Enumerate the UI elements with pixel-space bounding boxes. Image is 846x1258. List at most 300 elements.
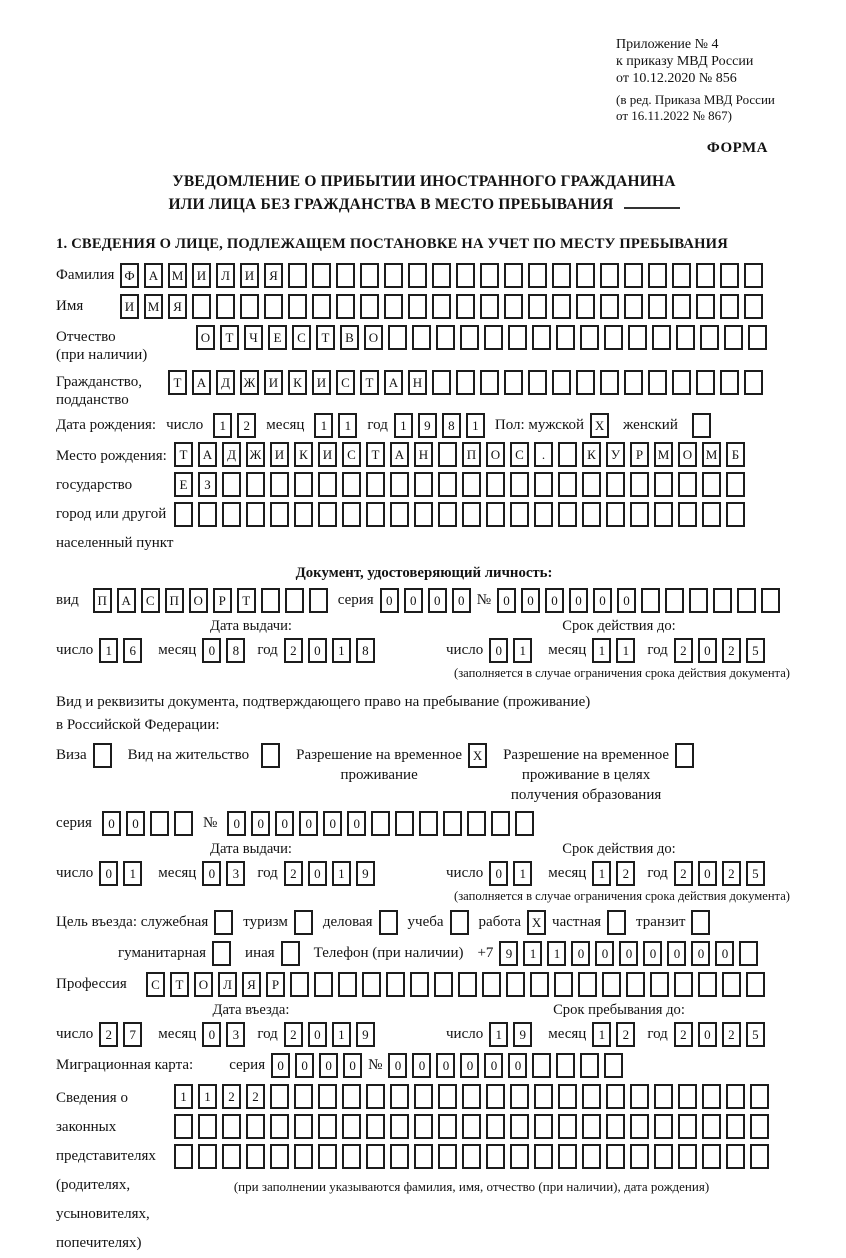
cell-box[interactable]: 2	[674, 861, 693, 886]
cell-box[interactable]	[438, 1114, 457, 1139]
cell-box[interactable]	[606, 1144, 625, 1169]
cell-box[interactable]	[414, 1084, 433, 1109]
cell-box[interactable]	[486, 472, 505, 497]
cell-box[interactable]	[174, 811, 193, 836]
cell-box[interactable]	[342, 502, 361, 527]
cell-box[interactable]: К	[288, 370, 307, 395]
cell-box[interactable]: 0	[271, 1053, 290, 1078]
cell-box[interactable]	[678, 1144, 697, 1169]
cell-box[interactable]	[222, 502, 241, 527]
cell-box[interactable]	[558, 442, 577, 467]
cell-box[interactable]	[508, 325, 527, 350]
cell-box[interactable]	[192, 294, 211, 319]
cell-box[interactable]	[698, 972, 717, 997]
cell-box[interactable]	[534, 502, 553, 527]
cell-box[interactable]	[558, 1144, 577, 1169]
cell-box[interactable]	[726, 1084, 745, 1109]
cell-box[interactable]	[678, 502, 697, 527]
cell-box[interactable]	[390, 472, 409, 497]
cell-box[interactable]	[246, 1144, 265, 1169]
cell-box[interactable]	[678, 1114, 697, 1139]
cell-box[interactable]: 0	[617, 588, 636, 613]
cell-box[interactable]	[750, 1114, 769, 1139]
cell-box[interactable]	[607, 910, 626, 935]
cell-box[interactable]	[294, 502, 313, 527]
cell-box[interactable]: 0	[202, 861, 221, 886]
cell-box[interactable]: И	[240, 263, 259, 288]
cell-box[interactable]	[414, 472, 433, 497]
cell-box[interactable]: 0	[404, 588, 423, 613]
cell-box[interactable]: 0	[308, 861, 327, 886]
cell-box[interactable]	[582, 472, 601, 497]
cell-box[interactable]: 1	[332, 638, 351, 663]
cell-box[interactable]: 0	[99, 861, 118, 886]
cell-box[interactable]	[309, 588, 328, 613]
cell-box[interactable]	[288, 263, 307, 288]
cell-box[interactable]	[702, 472, 721, 497]
cell-box[interactable]	[696, 370, 715, 395]
cell-box[interactable]: 0	[571, 941, 590, 966]
cell-box[interactable]: 0	[667, 941, 686, 966]
cell-box[interactable]: И	[270, 442, 289, 467]
cell-box[interactable]	[648, 263, 667, 288]
cell-box[interactable]	[222, 1114, 241, 1139]
cell-box[interactable]: М	[654, 442, 673, 467]
cell-box[interactable]	[576, 370, 595, 395]
cell-box[interactable]	[556, 325, 575, 350]
cell-box[interactable]	[294, 910, 313, 935]
cell-box[interactable]	[450, 910, 469, 935]
cell-box[interactable]	[336, 263, 355, 288]
cell-box[interactable]	[294, 1084, 313, 1109]
cell-box[interactable]	[384, 294, 403, 319]
cell-box[interactable]	[342, 1084, 361, 1109]
cell-box[interactable]	[150, 811, 169, 836]
cell-box[interactable]	[530, 972, 549, 997]
cell-box[interactable]: 1	[338, 413, 357, 438]
cell-box[interactable]	[624, 263, 643, 288]
cell-box[interactable]	[648, 294, 667, 319]
cell-box[interactable]: И	[318, 442, 337, 467]
cell-box[interactable]	[486, 1114, 505, 1139]
cell-box[interactable]	[654, 1084, 673, 1109]
cell-box[interactable]	[630, 1114, 649, 1139]
cell-box[interactable]: Л	[218, 972, 237, 997]
cell-box[interactable]	[486, 502, 505, 527]
cell-box[interactable]: 0	[343, 1053, 362, 1078]
cell-box[interactable]	[222, 472, 241, 497]
cell-box[interactable]	[462, 1114, 481, 1139]
cell-box[interactable]: 0	[698, 638, 717, 663]
cell-box[interactable]	[432, 370, 451, 395]
cell-box[interactable]	[630, 1144, 649, 1169]
cell-box[interactable]	[240, 294, 259, 319]
cell-box[interactable]	[438, 472, 457, 497]
cell-box[interactable]	[722, 972, 741, 997]
cell-box[interactable]	[654, 502, 673, 527]
cell-box[interactable]	[606, 472, 625, 497]
cell-box[interactable]: 0	[251, 811, 270, 836]
cell-box[interactable]: 0	[569, 588, 588, 613]
cell-box[interactable]: 0	[126, 811, 145, 836]
cell-box[interactable]: С	[292, 325, 311, 350]
cell-box[interactable]	[510, 1144, 529, 1169]
cell-box[interactable]	[506, 972, 525, 997]
cell-box[interactable]	[675, 743, 694, 768]
cell-box[interactable]: К	[582, 442, 601, 467]
cell-box[interactable]: 2	[674, 1022, 693, 1047]
cell-box[interactable]: Н	[414, 442, 433, 467]
cell-box[interactable]	[654, 1114, 673, 1139]
cell-box[interactable]: 1	[198, 1084, 217, 1109]
cell-box[interactable]: 0	[347, 811, 366, 836]
cell-box[interactable]: 0	[698, 861, 717, 886]
cell-box[interactable]	[270, 1144, 289, 1169]
cell-box[interactable]	[456, 294, 475, 319]
cell-box[interactable]: С	[146, 972, 165, 997]
cell-box[interactable]	[214, 910, 233, 935]
cell-box[interactable]	[628, 325, 647, 350]
cell-box[interactable]	[467, 811, 486, 836]
cell-box[interactable]: 0	[460, 1053, 479, 1078]
cell-box[interactable]: 0	[308, 638, 327, 663]
cell-box[interactable]: 1	[174, 1084, 193, 1109]
cell-box[interactable]	[412, 325, 431, 350]
cell-box[interactable]	[750, 1084, 769, 1109]
cell-box[interactable]	[641, 588, 660, 613]
cell-box[interactable]	[312, 294, 331, 319]
cell-box[interactable]: Т	[366, 442, 385, 467]
cell-box[interactable]	[438, 1084, 457, 1109]
cell-box[interactable]: 0	[295, 1053, 314, 1078]
cell-box[interactable]: 0	[521, 588, 540, 613]
cell-box[interactable]	[246, 1114, 265, 1139]
cell-box[interactable]	[294, 1144, 313, 1169]
cell-box[interactable]	[408, 263, 427, 288]
cell-box[interactable]: 1	[394, 413, 413, 438]
cell-box[interactable]	[654, 1144, 673, 1169]
cell-box[interactable]: 0	[452, 588, 471, 613]
cell-box[interactable]	[290, 972, 309, 997]
cell-box[interactable]: 1	[547, 941, 566, 966]
cell-box[interactable]: 1	[314, 413, 333, 438]
cell-box[interactable]: 0	[275, 811, 294, 836]
cell-box[interactable]	[390, 1114, 409, 1139]
cell-box[interactable]	[720, 294, 739, 319]
cell-box[interactable]: О	[678, 442, 697, 467]
cell-box[interactable]: 0	[698, 1022, 717, 1047]
cell-box[interactable]	[388, 325, 407, 350]
cell-box[interactable]	[600, 294, 619, 319]
cell-box[interactable]	[198, 1114, 217, 1139]
cell-box[interactable]: 2	[722, 638, 741, 663]
cell-box[interactable]: 1	[616, 638, 635, 663]
cell-box[interactable]: 0	[691, 941, 710, 966]
cell-box[interactable]: С	[342, 442, 361, 467]
cell-box[interactable]	[294, 1114, 313, 1139]
cell-box[interactable]: Е	[268, 325, 287, 350]
cell-box[interactable]: 0	[715, 941, 734, 966]
cell-box[interactable]	[510, 472, 529, 497]
cell-box[interactable]: И	[264, 370, 283, 395]
cell-box[interactable]	[174, 1114, 193, 1139]
cell-box[interactable]: С	[510, 442, 529, 467]
cell-box[interactable]: 1	[332, 861, 351, 886]
cell-box[interactable]: Т	[360, 370, 379, 395]
cell-box[interactable]: Н	[408, 370, 427, 395]
cell-box[interactable]: 0	[545, 588, 564, 613]
cell-box[interactable]	[482, 972, 501, 997]
cell-box[interactable]	[726, 472, 745, 497]
cell-box[interactable]: С	[336, 370, 355, 395]
cell-box[interactable]	[93, 743, 112, 768]
cell-box[interactable]	[739, 941, 758, 966]
cell-box[interactable]: М	[144, 294, 163, 319]
cell-box[interactable]	[534, 472, 553, 497]
cell-box[interactable]: 2	[722, 1022, 741, 1047]
cell-box[interactable]: 0	[508, 1053, 527, 1078]
cell-box[interactable]: 0	[380, 588, 399, 613]
cell-box[interactable]: 0	[102, 811, 121, 836]
cell-box[interactable]	[700, 325, 719, 350]
cell-box[interactable]	[261, 588, 280, 613]
cell-box[interactable]	[665, 588, 684, 613]
cell-box[interactable]	[342, 1114, 361, 1139]
cell-box[interactable]	[390, 1084, 409, 1109]
cell-box[interactable]	[696, 294, 715, 319]
cell-box[interactable]: Ф	[120, 263, 139, 288]
cell-box[interactable]	[264, 294, 283, 319]
cell-box[interactable]: О	[194, 972, 213, 997]
cell-box[interactable]	[737, 588, 756, 613]
cell-box[interactable]	[174, 502, 193, 527]
cell-box[interactable]	[702, 502, 721, 527]
cell-box[interactable]: 0	[388, 1053, 407, 1078]
cell-box[interactable]: Т	[174, 442, 193, 467]
cell-box[interactable]: 8	[442, 413, 461, 438]
cell-box[interactable]: 0	[308, 1022, 327, 1047]
cell-box[interactable]: 1	[592, 861, 611, 886]
cell-box[interactable]: 9	[356, 1022, 375, 1047]
cell-box[interactable]: Т	[170, 972, 189, 997]
cell-box[interactable]: 0	[484, 1053, 503, 1078]
cell-box[interactable]	[504, 370, 523, 395]
cell-box[interactable]	[371, 811, 390, 836]
cell-box[interactable]	[281, 941, 300, 966]
cell-box[interactable]: П	[462, 442, 481, 467]
cell-box[interactable]	[696, 263, 715, 288]
cell-box[interactable]	[198, 502, 217, 527]
cell-box[interactable]: 1	[466, 413, 485, 438]
cell-box[interactable]	[436, 325, 455, 350]
cell-box[interactable]: 2	[284, 861, 303, 886]
cell-box[interactable]	[630, 472, 649, 497]
cell-box[interactable]	[390, 502, 409, 527]
cell-box[interactable]	[360, 263, 379, 288]
cell-box[interactable]	[366, 1084, 385, 1109]
cell-box[interactable]: П	[165, 588, 184, 613]
cell-box[interactable]	[379, 910, 398, 935]
cell-box[interactable]	[678, 472, 697, 497]
cell-box[interactable]	[212, 941, 231, 966]
cell-box[interactable]	[576, 263, 595, 288]
cell-box[interactable]	[744, 370, 763, 395]
cell-box[interactable]	[552, 370, 571, 395]
cell-box[interactable]	[314, 972, 333, 997]
cell-box[interactable]: 2	[674, 638, 693, 663]
cell-box[interactable]	[558, 502, 577, 527]
cell-box[interactable]	[408, 294, 427, 319]
cell-box[interactable]	[270, 502, 289, 527]
cell-box[interactable]: 7	[123, 1022, 142, 1047]
cell-box[interactable]: А	[390, 442, 409, 467]
cell-box[interactable]	[318, 502, 337, 527]
cell-box[interactable]	[285, 588, 304, 613]
cell-box[interactable]: 0	[643, 941, 662, 966]
cell-box[interactable]	[384, 263, 403, 288]
cell-box[interactable]: Л	[216, 263, 235, 288]
cell-box[interactable]	[761, 588, 780, 613]
cell-box[interactable]: Т	[168, 370, 187, 395]
cell-box[interactable]	[558, 1084, 577, 1109]
cell-box[interactable]	[746, 972, 765, 997]
cell-box[interactable]	[720, 263, 739, 288]
cell-box[interactable]: 2	[284, 1022, 303, 1047]
cell-box[interactable]	[462, 1144, 481, 1169]
cell-box[interactable]: Ж	[240, 370, 259, 395]
cell-box[interactable]	[216, 294, 235, 319]
cell-box[interactable]	[528, 294, 547, 319]
cell-box[interactable]: 5	[746, 861, 765, 886]
cell-box[interactable]	[676, 325, 695, 350]
cell-box[interactable]: 1	[213, 413, 232, 438]
cell-box[interactable]	[366, 1144, 385, 1169]
cell-box[interactable]	[713, 588, 732, 613]
cell-box[interactable]	[600, 263, 619, 288]
cell-box[interactable]: 6	[123, 638, 142, 663]
cell-box[interactable]: М	[168, 263, 187, 288]
cell-box[interactable]: У	[606, 442, 625, 467]
cell-box[interactable]: 1	[332, 1022, 351, 1047]
cell-box[interactable]: 1	[592, 638, 611, 663]
cell-box[interactable]: К	[294, 442, 313, 467]
cell-box[interactable]	[556, 1053, 575, 1078]
cell-box[interactable]	[720, 370, 739, 395]
cell-box[interactable]	[702, 1084, 721, 1109]
cell-box[interactable]: А	[144, 263, 163, 288]
cell-box[interactable]	[510, 1084, 529, 1109]
cell-box[interactable]	[462, 1084, 481, 1109]
cell-box[interactable]	[362, 972, 381, 997]
cell-box[interactable]: Д	[222, 442, 241, 467]
cell-box[interactable]	[602, 972, 621, 997]
cell-box[interactable]: 2	[237, 413, 256, 438]
cell-box[interactable]: 0	[489, 861, 508, 886]
cell-box[interactable]	[606, 1084, 625, 1109]
cell-box[interactable]	[582, 502, 601, 527]
cell-box[interactable]: 2	[722, 861, 741, 886]
cell-box[interactable]	[528, 370, 547, 395]
cell-box[interactable]	[462, 472, 481, 497]
cell-box[interactable]	[504, 294, 523, 319]
cell-box[interactable]: Р	[266, 972, 285, 997]
cell-box[interactable]	[744, 294, 763, 319]
cell-box[interactable]: 2	[246, 1084, 265, 1109]
cell-box[interactable]	[630, 502, 649, 527]
cell-box[interactable]	[580, 325, 599, 350]
cell-box[interactable]	[576, 294, 595, 319]
cell-box[interactable]: О	[486, 442, 505, 467]
cell-box[interactable]	[432, 294, 451, 319]
cell-box[interactable]	[480, 294, 499, 319]
cell-box[interactable]	[338, 972, 357, 997]
cell-box[interactable]	[578, 972, 597, 997]
cell-box[interactable]: 1	[123, 861, 142, 886]
cell-box[interactable]: Р	[630, 442, 649, 467]
cell-box[interactable]	[624, 294, 643, 319]
cell-box[interactable]	[246, 472, 265, 497]
cell-box[interactable]: 0	[428, 588, 447, 613]
cell-box[interactable]	[294, 472, 313, 497]
cell-box[interactable]	[672, 263, 691, 288]
cell-box[interactable]	[534, 1084, 553, 1109]
cell-box[interactable]: 5	[746, 638, 765, 663]
cell-box[interactable]	[484, 325, 503, 350]
cell-box[interactable]	[515, 811, 534, 836]
cell-box[interactable]	[528, 263, 547, 288]
cell-box[interactable]	[288, 294, 307, 319]
cell-box[interactable]	[414, 1144, 433, 1169]
cell-box[interactable]	[410, 972, 429, 997]
cell-box[interactable]	[744, 263, 763, 288]
cell-box[interactable]	[366, 1114, 385, 1139]
cell-box[interactable]	[726, 502, 745, 527]
cell-box[interactable]: 3	[226, 861, 245, 886]
cell-box[interactable]	[582, 1144, 601, 1169]
cell-box[interactable]	[198, 1144, 217, 1169]
cell-box[interactable]	[270, 1114, 289, 1139]
cell-box[interactable]: X	[527, 910, 546, 935]
cell-box[interactable]: 0	[323, 811, 342, 836]
cell-box[interactable]	[434, 972, 453, 997]
cell-box[interactable]: 1	[592, 1022, 611, 1047]
cell-box[interactable]	[510, 1114, 529, 1139]
cell-box[interactable]	[336, 294, 355, 319]
cell-box[interactable]	[582, 1084, 601, 1109]
cell-box[interactable]: Т	[220, 325, 239, 350]
cell-box[interactable]: 0	[595, 941, 614, 966]
cell-box[interactable]	[414, 1114, 433, 1139]
cell-box[interactable]	[552, 294, 571, 319]
cell-box[interactable]	[318, 1144, 337, 1169]
cell-box[interactable]	[604, 1053, 623, 1078]
cell-box[interactable]: М	[702, 442, 721, 467]
cell-box[interactable]	[270, 1084, 289, 1109]
cell-box[interactable]: 9	[418, 413, 437, 438]
cell-box[interactable]	[532, 325, 551, 350]
cell-box[interactable]: 2	[284, 638, 303, 663]
cell-box[interactable]	[606, 1114, 625, 1139]
cell-box[interactable]	[648, 370, 667, 395]
cell-box[interactable]: 1	[523, 941, 542, 966]
cell-box[interactable]	[222, 1144, 241, 1169]
cell-box[interactable]	[318, 1084, 337, 1109]
cell-box[interactable]: 0	[489, 638, 508, 663]
cell-box[interactable]	[726, 1144, 745, 1169]
cell-box[interactable]: 0	[299, 811, 318, 836]
cell-box[interactable]	[460, 325, 479, 350]
cell-box[interactable]	[261, 743, 280, 768]
